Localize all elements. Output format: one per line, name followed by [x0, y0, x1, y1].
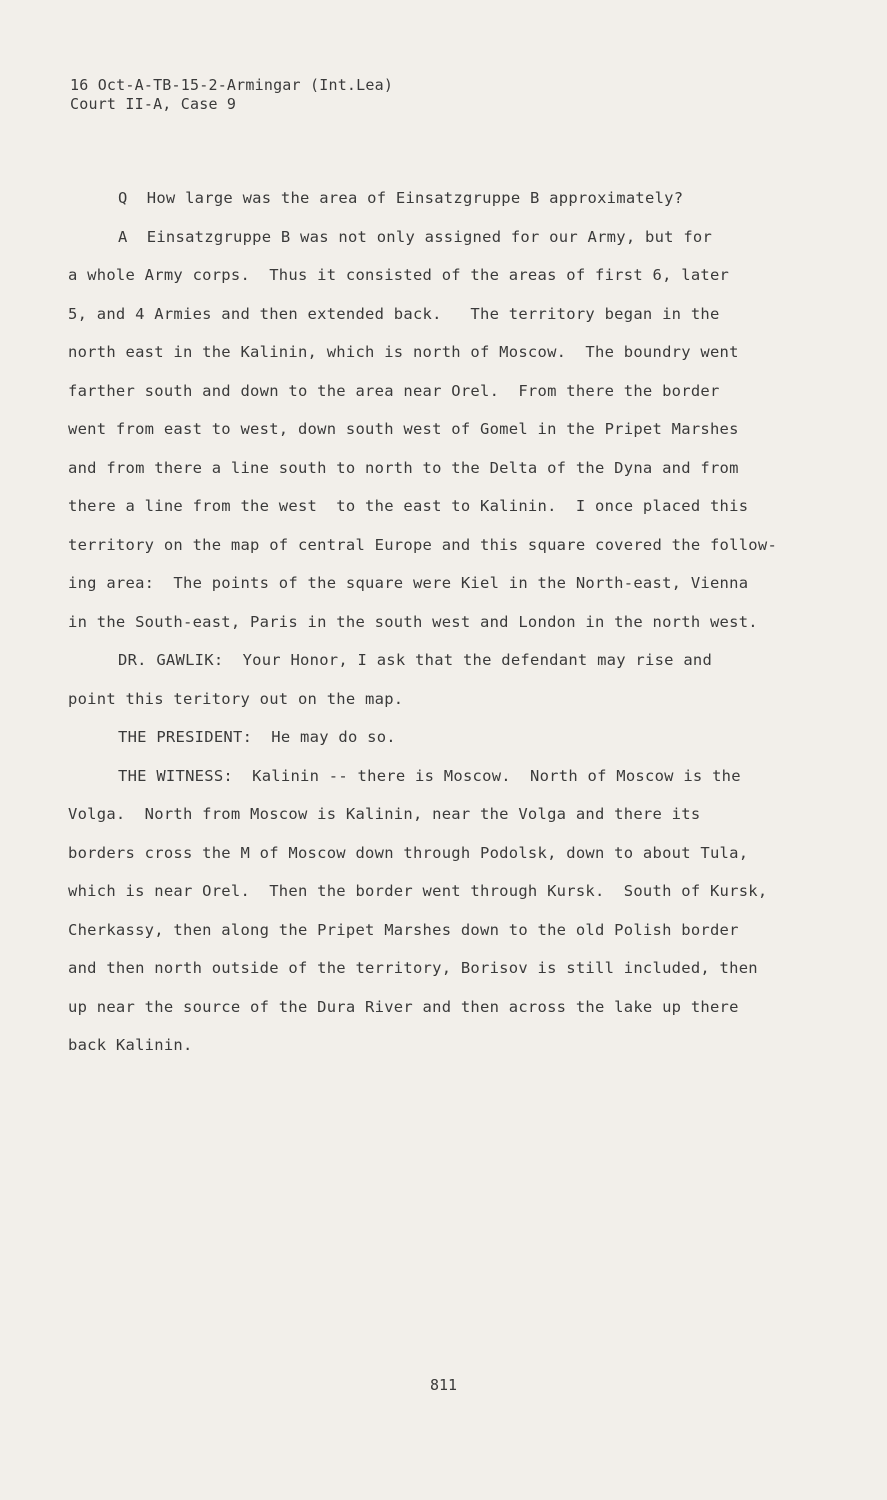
transcript-line: and then north outside of the territory, Borisov is still included, then [68, 959, 758, 977]
transcript-line: in the South-east, Paris in the south west and London in the north west. [68, 612, 758, 631]
transcript-line: 5, and 4 Armies and then extended back. The territory began in the [68, 304, 720, 323]
document-header [70, 76, 393, 114]
transcript-line: a whole Army corps. Thus it consisted of the areas of first 6, later [68, 266, 730, 284]
transcript-line: ing area: The points of the square were Kiel in the North-east, Vienna [68, 574, 749, 592]
transcript-line: THE PRESIDENT: He may do so. [118, 728, 396, 746]
transcript-line: went from east to west, down south west of Gomel in the Pripet Marshes [68, 420, 739, 438]
transcript-line: up near the source of the Dura River and then across the lake up there [68, 997, 739, 1016]
transcript-line: DR. GAWLIK: Your Honor, I ask that the defendant may rise and [118, 651, 713, 669]
transcript-line: Q How large was the area of Einsatzgruppe B approximately? [118, 189, 684, 207]
header-court: Court II-A, Case 9 [70, 95, 237, 113]
header-reference: 16 Oct-A-TB-15-2-Armingar (Int.Lea) [70, 76, 394, 94]
transcript-line: back Kalinin. [68, 1036, 193, 1054]
transcript-line: north east in the Kalinin, which is north of Moscow. The boundry went [68, 343, 739, 361]
transcript-line: borders cross the M of Moscow down through Podolsk, down to about Tula, [68, 843, 749, 862]
transcript-line: Cherkassy, then along the Pripet Marshes down to the old Polish border [68, 920, 739, 939]
transcript-line: there a line from the west to the east to Kalinin. I once placed this [68, 497, 749, 515]
transcript-line: which is near Orel. Then the border went through Kursk. South of Kursk, [68, 882, 768, 900]
page-number: 811 [429, 1376, 458, 1394]
transcript-line: THE WITNESS: Kalinin -- there is Moscow. North of Moscow is the [118, 766, 741, 785]
transcript-line: point this teritory out on the map. [68, 689, 404, 708]
transcript-line: territory on the map of central Europe and this square covered the follow- [68, 535, 778, 554]
transcript-body [68, 188, 798, 1074]
transcript-line: A Einsatzgruppe B was not only assigned for our Army, but for [118, 227, 713, 246]
transcript-line: farther south and down to the area near Orel. From there the border [68, 381, 720, 400]
transcript-line: and from there a line south to north to the Delta of the Dyna and from [68, 458, 739, 477]
transcript-line: Volga. North from Moscow is Kalinin, near the Volga and there its [68, 805, 701, 823]
